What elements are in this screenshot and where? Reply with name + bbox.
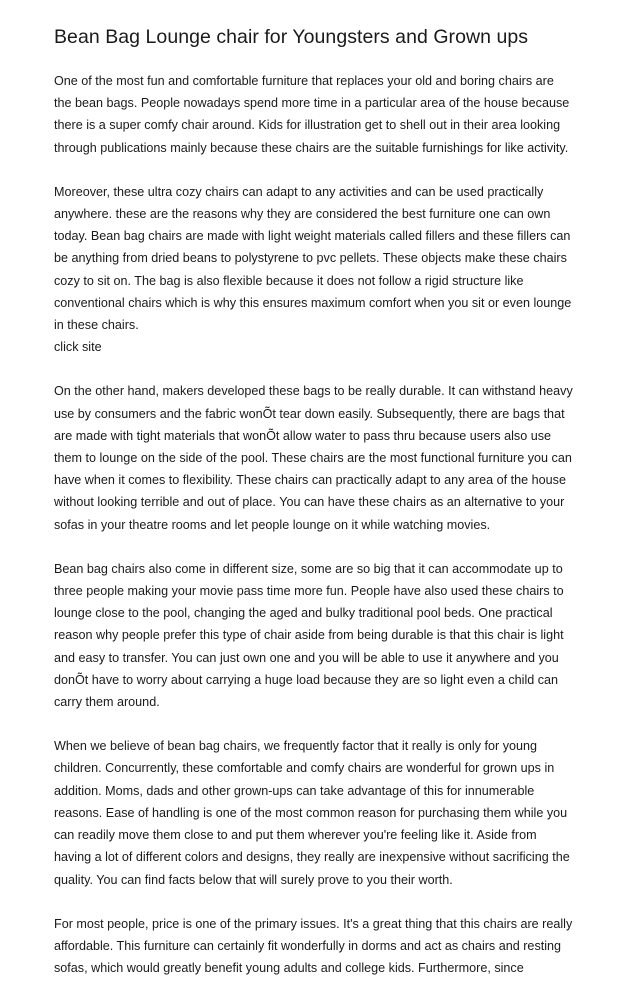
- paragraph-line: sofas in your theatre rooms and let people lounge on it while watching movies.: [54, 517, 491, 532]
- paragraph-line: reason why people prefer this type of chair aside from being durable is that this chair is light: [54, 628, 564, 643]
- paragraph-line: have when it comes to flexibility. These chairs can practically adapt to any area of the house: [54, 473, 566, 488]
- paragraph-line: addition. Moms, dads and other grown-ups can take advantage of this for innumerable: [54, 783, 535, 798]
- paragraph-line: cozy to sit on. The bag is also flexible because it does not follow a rigid structure like: [54, 273, 524, 288]
- paragraph-line: affordable. This furniture can certainly fit wonderfully in dorms and act as chairs and resting: [54, 938, 562, 953]
- paragraph-line: three people making your movie pass time more fun. People have also used these chairs to: [54, 584, 564, 599]
- paragraph-line: the bean bags. People nowadays spend more time in a particular area of the house because: [54, 96, 570, 111]
- paragraph-line: One of the most fun and comfortable furniture that replaces your old and boring chairs are: [54, 74, 554, 88]
- paragraph-line: in these chairs.: [54, 318, 139, 333]
- paragraph-line: are made with tight materials that wonÕt allow water to pass thru because users also use: [54, 428, 551, 443]
- paragraph-line: use by consumers and the fabric wonÕt tear down easily. Subsequently, there are bags that: [54, 406, 565, 421]
- paragraph-line: without looking terrible and out of place. You can have these chairs as an alternative to your: [54, 495, 565, 510]
- paragraph-line: For most people, price is one of the primary issues. It's a great thing that this chairs are really: [54, 916, 573, 931]
- paragraph-line: lounge close to the pool, changing the aged and bulky traditional pool beds. One practical: [54, 606, 553, 621]
- paragraph-line: When we believe of bean bag chairs, we frequently factor that it really is only for young: [54, 739, 538, 754]
- paragraph-line: sofas, which would greatly benefit young adults and college kids. Furthermore, since: [54, 961, 524, 976]
- paragraph-line: quality. You can find facts below that will surely prove to you their worth.: [54, 872, 453, 887]
- paragraph-line: Bean bag chairs also come in different size, some are so big that it can accommodate up to: [54, 561, 563, 576]
- paragraph-line: conventional chairs which is why this ensures maximum comfort when you sit or even lounge: [54, 295, 572, 310]
- paragraph-1: [54, 70, 594, 159]
- paragraph-line: having a lot of different colors and designs, they really are inexpensive without sacrificing the: [54, 850, 570, 865]
- document-page: [54, 24, 594, 1001]
- paragraph-6: [54, 913, 594, 980]
- paragraph-line: and easy to transfer. You can just own one and you will be able to use it anywhere and you: [54, 650, 559, 665]
- paragraph-5: [54, 735, 594, 890]
- paragraph-line: there is a super comfy chair around. Kids for illustration get to shell out in their area looking: [54, 118, 561, 133]
- paragraph-line: can readily move them close to and put them wherever you're feeling like it. Aside from: [54, 828, 537, 843]
- paragraph-line: children. Concurrently, these comfortable and comfy chairs are wonderful for grown ups in: [54, 761, 555, 776]
- paragraph-line: through publications mainly because these chairs are the suitable furnishings for like activity.: [54, 140, 569, 155]
- paragraph-3: [54, 380, 594, 535]
- paragraph-line: On the other hand, makers developed these bags to be really durable. It can withstand heavy: [54, 384, 573, 399]
- document-title: Bean Bag Lounge chair for Youngsters and Grown ups: [54, 26, 529, 48]
- paragraph-line: be anything from dried beans to polystyrene to pvc pellets. These objects make these chairs: [54, 251, 567, 266]
- paragraph-line: Moreover, these ultra cozy chairs can adapt to any activities and can be used practically: [54, 184, 544, 199]
- paragraph-2: [54, 181, 594, 359]
- paragraph-line: reasons. Ease of handling is one of the most common reason for purchasing them while you: [54, 805, 568, 820]
- paragraph-line: carry them around.: [54, 695, 160, 710]
- paragraph-line: anywhere. these are the reasons why they are considered the best furniture one can own: [54, 207, 551, 222]
- paragraph-line: today. Bean bag chairs are made with light weight materials called fillers and these fillers can: [54, 229, 571, 244]
- paragraph-4: [54, 558, 594, 713]
- paragraph-line: donÕt have to worry about carrying a huge load because they are so light even a child can: [54, 672, 559, 687]
- click-site-link[interactable]: click site: [54, 340, 102, 355]
- paragraph-line: them to lounge on the side of the pool. These chairs are the most functional furniture you can: [54, 451, 572, 466]
